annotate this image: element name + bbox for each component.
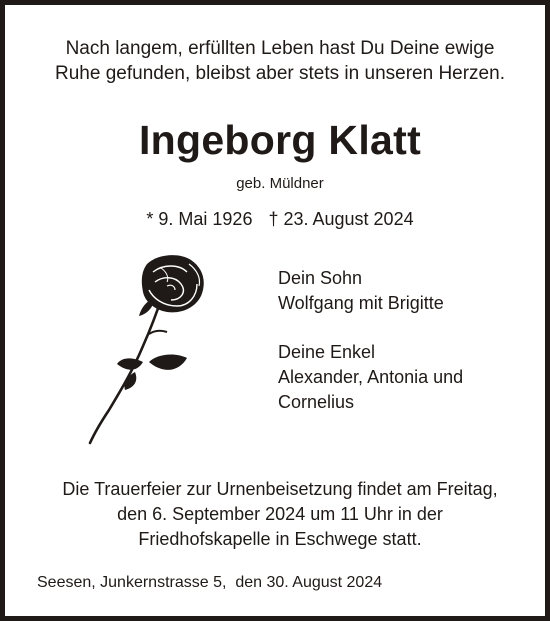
mourner-relation: Dein Sohn [278,268,363,288]
intro-line: Ruhe gefunden, bleibst aber stets in unseren Herzen. [55,63,505,84]
birth-date: * 9. Mai 1926 [146,209,253,229]
ceremony-info [5,477,550,552]
mourner-names: Cornelius [278,392,355,412]
death-date: † 23. August 2024 [268,209,414,229]
mourner-names: Wolfgang mit Brigitte [278,293,444,313]
rose-icon [83,250,213,450]
ceremony-line: den 6. September 2024 um 11 Uhr in der [117,504,443,524]
place-and-date: Seesen, Junkernstrasse 5, den 30. August 2024 [37,574,383,591]
life-dates [5,209,550,230]
mourner-relation: Deine Enkel [278,342,376,362]
ceremony-line: Die Trauerfeier zur Urnenbeisetzung findet am Freitag, [62,479,498,499]
mourner-group-grandchildren [278,340,463,415]
ceremony-line: Friedhofskapelle in Eschwege statt. [138,529,422,549]
mourner-names: Alexander, Antonia und [278,367,464,387]
deceased-name: Ingeborg Klatt [138,117,422,163]
intro-line: Nach langem, erfüllten Leben hast Du Deine ewige [65,38,495,59]
intro-verse [5,36,550,86]
mourner-group-son [278,266,444,316]
birth-name: geb. Müldner [236,175,324,192]
